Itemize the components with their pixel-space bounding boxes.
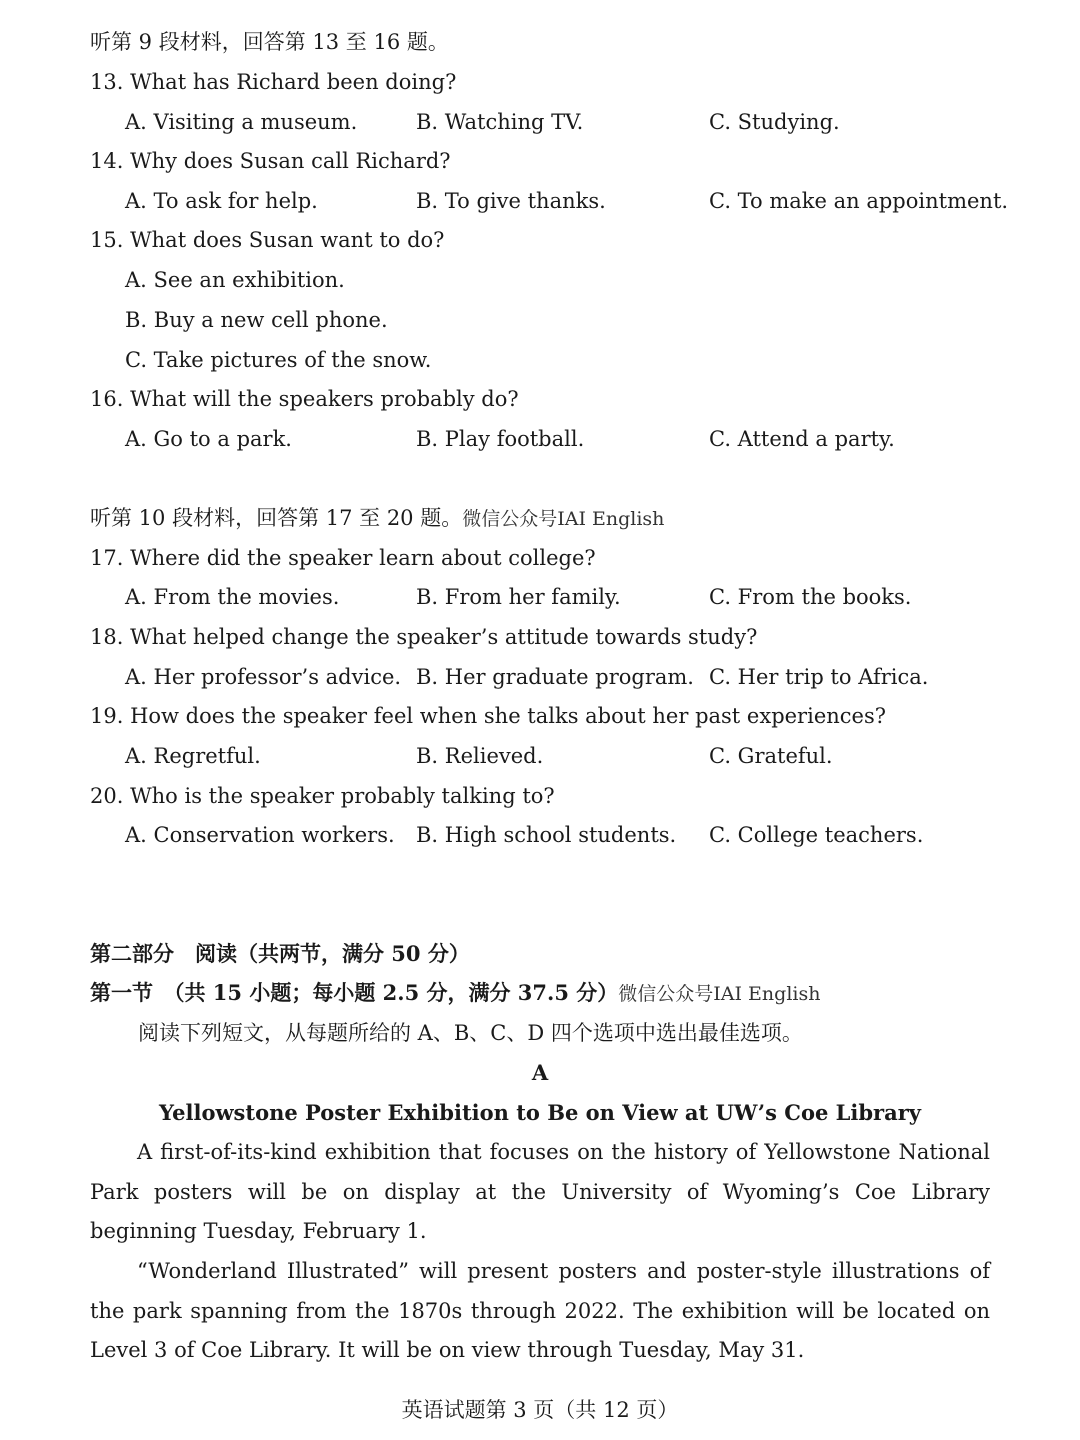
- question-14-option-b: B. To give thanks.: [416, 189, 606, 213]
- question-14-option-c: C. To make an appointment.: [709, 189, 1009, 213]
- part2-heading: 第二部分 阅读（共两节，满分 50 分）: [90, 941, 470, 966]
- part2-section1-line: [90, 980, 820, 1007]
- question-19-option-b: B. Relieved.: [416, 744, 544, 768]
- watermark-text: 微信公众号IAI English: [618, 983, 821, 1005]
- section10-heading-line: [90, 505, 664, 532]
- question-13-option-c: C. Studying.: [709, 110, 840, 134]
- page-footer: 英语试题第 3 页（共 12 页）: [401, 1398, 679, 1422]
- question-15-stem: 15. What does Susan want to do?: [90, 228, 445, 252]
- question-17-option-a: A. From the movies.: [125, 585, 340, 609]
- question-14-stem: 14. Why does Susan call Richard?: [90, 149, 451, 173]
- section10-heading: 听第 10 段材料，回答第 17 至 20 题。: [90, 506, 463, 530]
- section9-heading: 听第 9 段材料，回答第 13 至 16 题。: [90, 30, 449, 54]
- question-13-option-a: A. Visiting a museum.: [125, 110, 358, 134]
- passage-title: Yellowstone Poster Exhibition to Be on View at UW’s Coe Library: [158, 1100, 921, 1125]
- question-20-option-b: B. High school students.: [416, 823, 677, 847]
- question-13-stem: 13. What has Richard been doing?: [90, 70, 457, 94]
- passage-paragraph-1: A first-of-its-kind exhibition that focuses on the history of Yellowstone National Park posters will be on display at the University of Wyoming’s Coe Library beginning Tuesday, February 1.: [90, 1140, 990, 1243]
- passage-paragraph-2: “Wonderland Illustrated” will present posters and poster-style illustrations of the park spanning from the 1870s through 2022. The exhibition will be located on Level 3 of Coe Library. It will be on view through Tuesday, May 31.: [90, 1259, 990, 1362]
- question-15-option-b: B. Buy a new cell phone.: [125, 308, 388, 332]
- part2-section1-heading: 第一节 （共 15 小题；每小题 2.5 分，满分 37.5 分）: [90, 980, 619, 1005]
- question-15-option-c: C. Take pictures of the snow.: [125, 348, 432, 372]
- part2-instruction: 阅读下列短文，从每题所给的 A、B、C、D 四个选项中选出最佳选项。: [138, 1021, 803, 1045]
- question-18-option-a: A. Her professor’s advice.: [125, 665, 402, 689]
- question-13-option-b: B. Watching TV.: [416, 110, 584, 134]
- question-20-option-c: C. College teachers.: [709, 823, 924, 847]
- question-15-option-a: A. See an exhibition.: [125, 268, 345, 292]
- question-17-stem: 17. Where did the speaker learn about college?: [90, 546, 596, 570]
- passage-label: A: [531, 1060, 549, 1085]
- question-18-option-b: B. Her graduate program.: [416, 665, 694, 689]
- question-19-option-a: A. Regretful.: [125, 744, 261, 768]
- question-19-option-c: C. Grateful.: [709, 744, 833, 768]
- question-18-stem: 18. What helped change the speaker’s attitude towards study?: [90, 625, 758, 649]
- question-19-stem: 19. How does the speaker feel when she talks about her past experiences?: [90, 704, 886, 728]
- question-16-stem: 16. What will the speakers probably do?: [90, 387, 519, 411]
- question-20-option-a: A. Conservation workers.: [125, 823, 395, 847]
- question-18-option-c: C. Her trip to Africa.: [709, 665, 929, 689]
- watermark-text: 微信公众号IAI English: [462, 508, 665, 530]
- question-14-option-a: A. To ask for help.: [125, 189, 318, 213]
- question-16-option-a: A. Go to a park.: [125, 427, 292, 451]
- question-17-option-c: C. From the books.: [709, 585, 912, 609]
- question-16-option-b: B. Play football.: [416, 427, 585, 451]
- question-16-option-c: C. Attend a party.: [709, 427, 895, 451]
- question-17-option-b: B. From her family.: [416, 585, 621, 609]
- question-20-stem: 20. Who is the speaker probably talking to?: [90, 784, 555, 808]
